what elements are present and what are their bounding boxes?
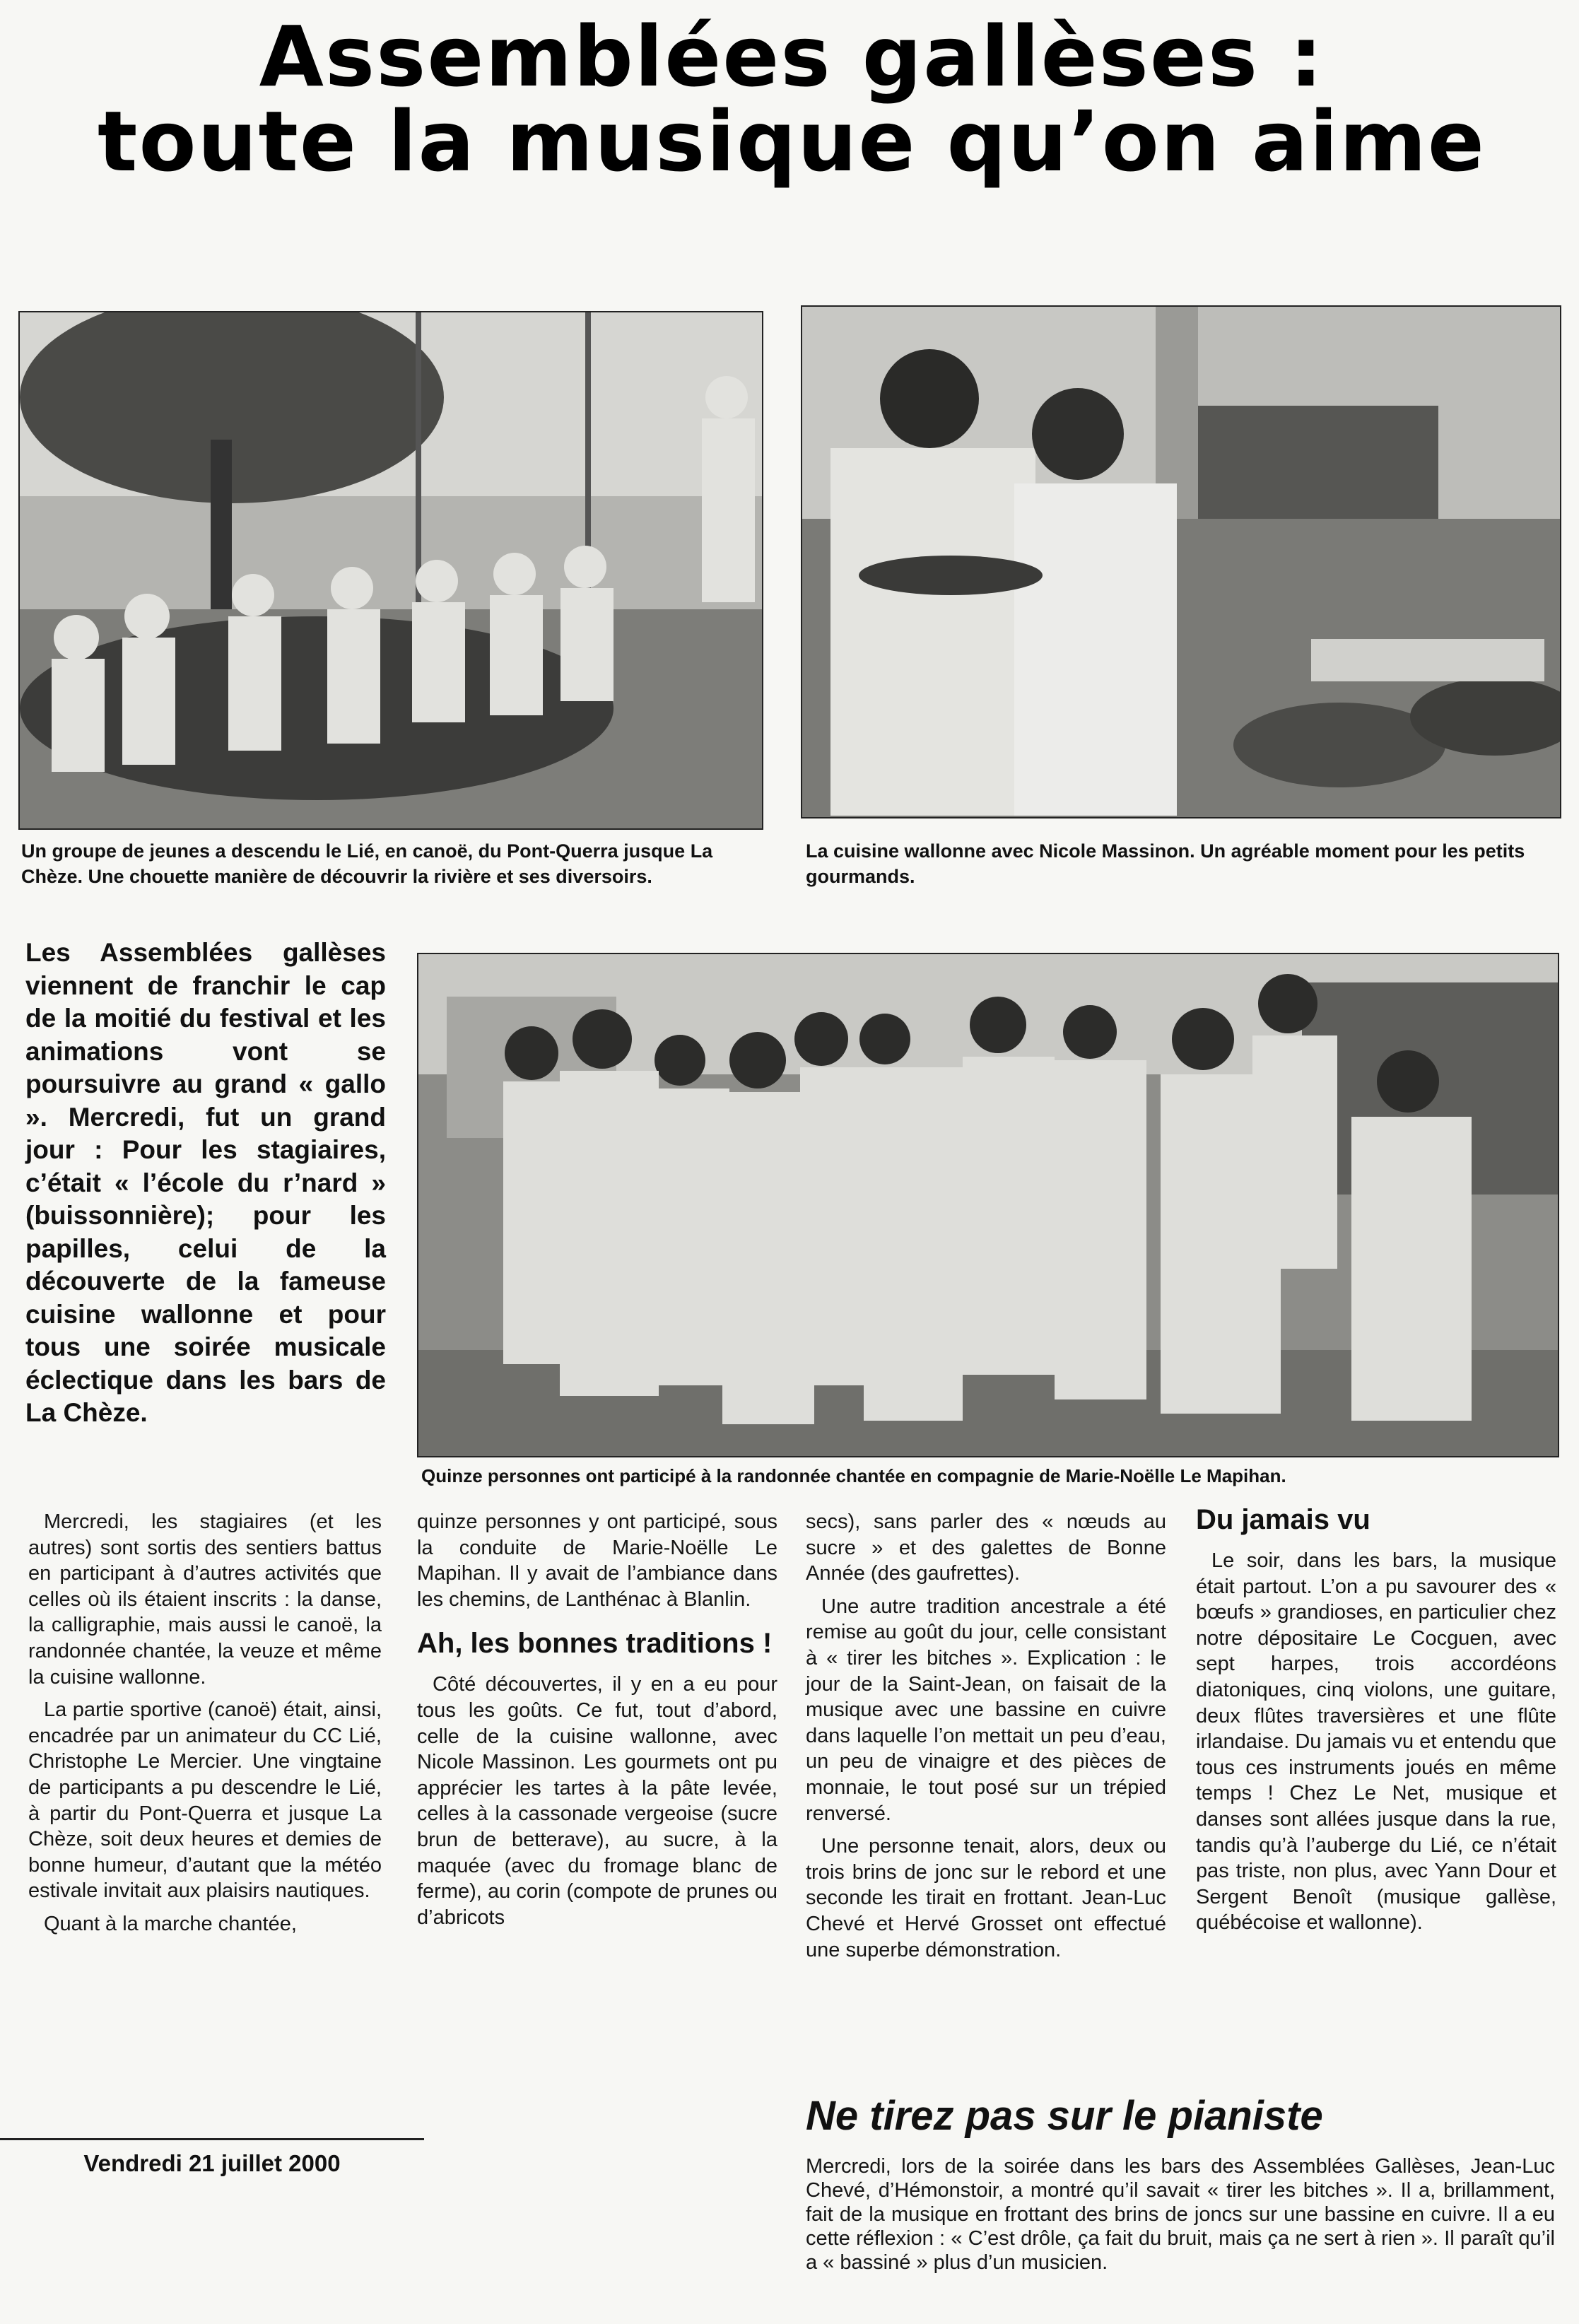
photo-cuisine-image [802, 307, 1560, 817]
caption-randonnee: Quinze personnes ont participé à la randonnée chantée en compagnie de Marie-Noëlle Le Mapihan. [421, 1465, 1286, 1486]
article-column-3 [806, 1509, 1166, 1970]
sidebar-text: Mercredi, lors de la soirée dans les bars des Assemblées Gallèses, Jean-Luc Chevé, d’Hémonstoir, a montré qu’il savait « tirer les bitches ». Il a, brillamment, fait de la musique en frottant des brins de joncs sur une bassine en cuivre. Il a eu cette réflexion : « C’est drôle, ça fait du bruit, mais ça ne sert à rien ». Il paraît qu’il a « bassiné » plus d’un musicien. [806, 2155, 1555, 2274]
photo-canoe-image [20, 312, 762, 828]
caption-cuisine: La cuisine wallonne avec Nicole Massinon. Un agréable moment pour les petits gourmands. [806, 840, 1525, 887]
subhead-bonnes-traditions: Ah, les bonnes traditions ! [417, 1628, 773, 1660]
headline [21, 8, 1562, 191]
col3-paragraph-2: Une autre tradition ancestrale a été remise au goût du jour, celle consistant à « tirer les bitches ». Explication : le jour de la Saint-Jean, on faisait de la musique avec une bassine en cuivre dans laquelle l’on mettait un peu d’eau, un peu de vinaigre et des pièces de monnaie, le tout posé sur un trépied renversé. [806, 1595, 1166, 1825]
article-column-2 [417, 1509, 777, 1937]
subhead-jamais-vu: Du jamais vu [1196, 1504, 1370, 1535]
article-column-1 [28, 1509, 382, 1944]
photo-randonnee-group [417, 953, 1559, 1457]
photo-randonnee-image [418, 954, 1558, 1456]
col3-paragraph-1: secs), sans parler des « nœuds au sucre » et des galettes de Bonne Année (des gaufrettes). [806, 1510, 1166, 1585]
col1-paragraph-1: Mercredi, les stagiaires (et les autres) sont sortis des sentiers battus en participant à d’autres activités que celles où ils étaient inscrits : la danse, la calligraphie, mais aussi le canoë, la randonnée chantée, la veuze et même la cuisine wallonne. [28, 1510, 382, 1689]
col2-paragraph-1: quinze personnes y ont participé, sous la conduite de Marie-Noëlle Le Mapihan. Il y avait de l’ambiance dans les chemins, de Lanthénac à Blanlin. [417, 1510, 777, 1611]
photo-canoe-group [18, 311, 763, 830]
issue-date: Vendredi 21 juillet 2000 [0, 2138, 424, 2177]
caption-canoe: Un groupe de jeunes a descendu le Lié, en canoë, du Pont-Querra jusque La Chèze. Une chouette manière de découvrir la rivière et ses diversoirs. [21, 840, 713, 887]
photo-cuisine [801, 305, 1561, 818]
sidebar-title: Ne tirez pas sur le pianiste [806, 2093, 1323, 2139]
headline-line-1: Assemblées gallèses : [259, 8, 1325, 105]
article-column-4 [1196, 1504, 1556, 1943]
col3-paragraph-3: Une personne tenait, alors, deux ou trois brins de jonc sur le rebord et une seconde les tirait en frottant. Jean-Luc Chevé et Hervé Grosset ont effectué une superbe démonstration. [806, 1835, 1166, 1961]
col2-paragraph-2: Côté découvertes, il y en a eu pour tous les goûts. Ce fut, tout d’abord, celle de la cuisine wallonne, avec Nicole Massinon. Les gourmets ont pu apprécier les tartes à la pâte levée, celles à la cassonade vergeoise (sucre brun de betterave), au sucre, à la maquée (avec du fromage blanc de ferme), au corin (compote de prunes ou d’abricots [417, 1673, 777, 1929]
col1-paragraph-2: La partie sportive (canoë) était, ainsi, encadrée par un animateur du CC Lié, Christophe Le Mercier. Une vingtaine de participants a pu descendre le Lié, à partir du Pont-Querra et jusque La Chèze, soit deux heures et demies de bonne humeur, d’autant que la météo estivale invitait aux plaisirs nautiques. [28, 1698, 382, 1903]
headline-line-2: toute la musique qu’on aime [98, 93, 1486, 191]
lead-paragraph: Les Assemblées gallèses viennent de franchir le cap de la moitié du festival et les animations vont se poursuivre au grand « gallo ». Mercredi, fut un grand jour : Pour les stagiaires, c’était « l’école du r’nard » (buissonnière); pour les papilles, celui de la découverte de la fameuse cuisine wallonne et pour tous une soirée musicale éclectique dans les bars de La Chèze. [25, 938, 386, 1427]
col1-paragraph-3: Quant à la marche chantée, [44, 1912, 297, 1935]
col4-paragraph-1: Le soir, dans les bars, la musique était partout. L’on a pu savourer des « bœufs » grandioses, en particulier chez notre dépositaire Le Cocguen, avec sept harpes, trois accordéons diatoniques, cinq violons, une guitare, deux flûtes traversières et une flûte irlandaise. Du jamais vu et entendu que tous ces instruments joués en même temps ! Chez Le Net, musique et danses sont allées jusque dans la rue, tandis qu’à l’auberge du Lié, ce n’était pas triste, non plus, avec Yann Dour et Sergent Benoît (musique gallèse, québécoise et wallonne). [1196, 1549, 1556, 1935]
